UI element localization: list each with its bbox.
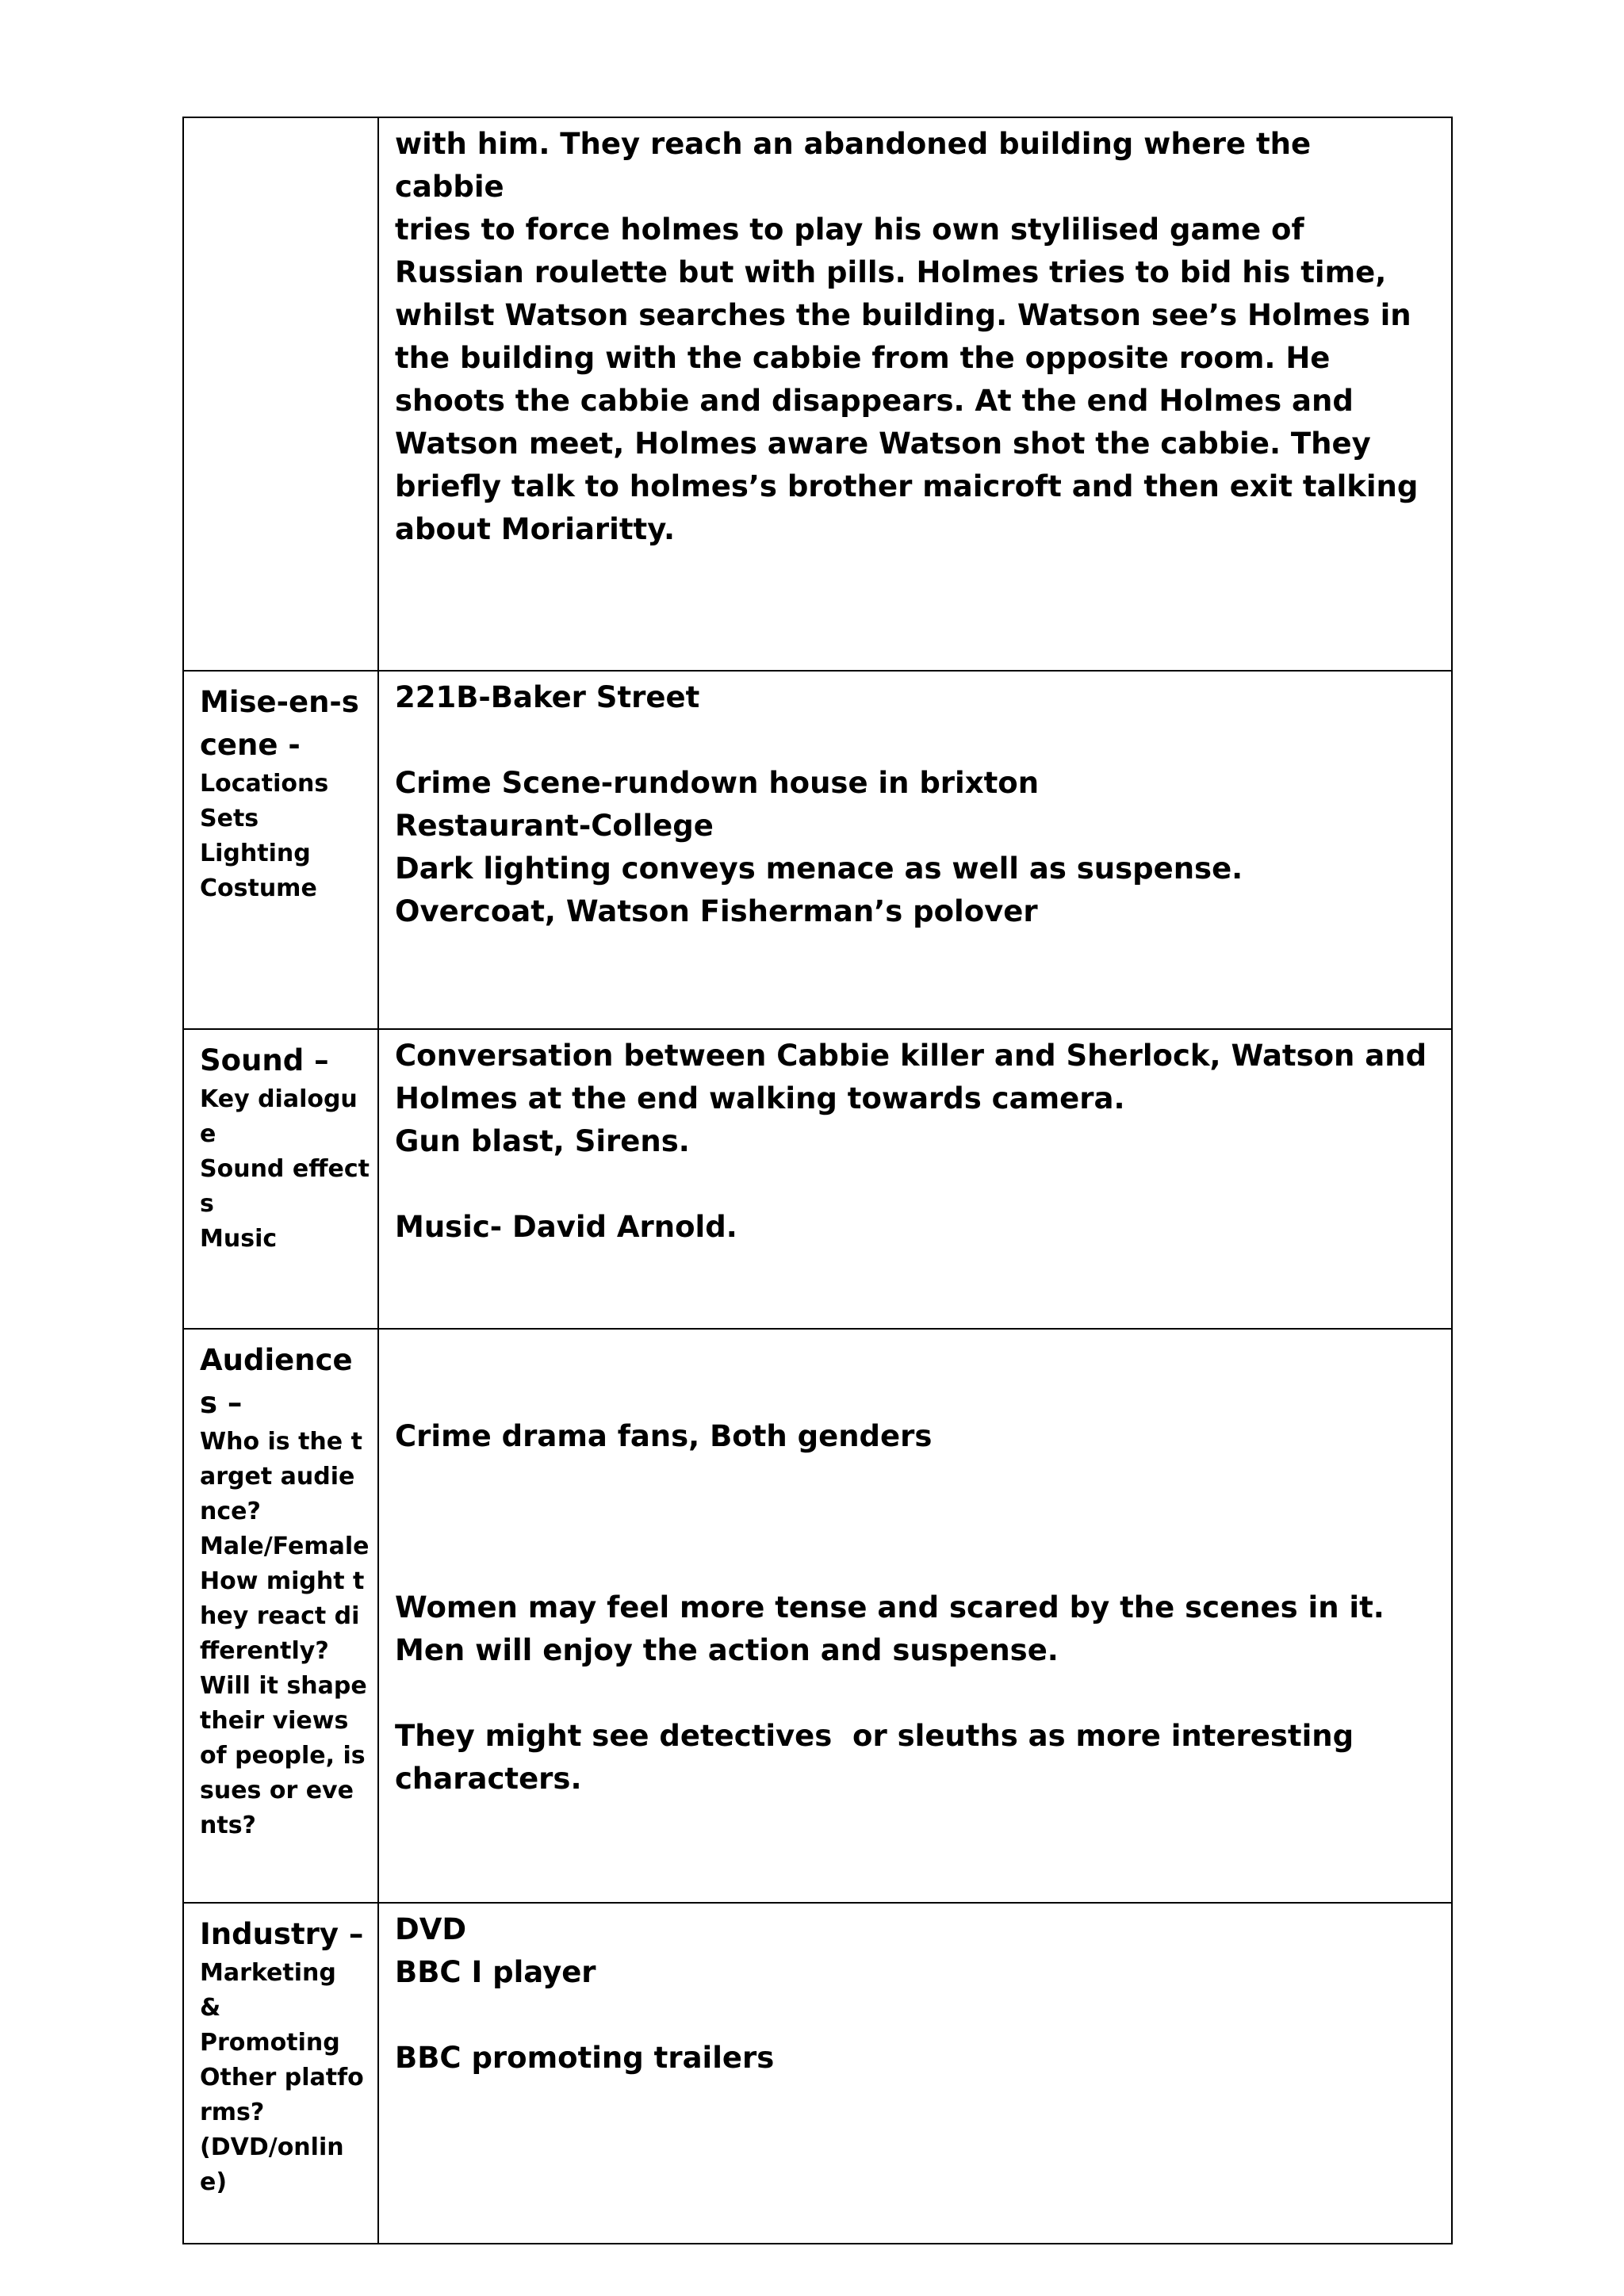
audiences-label-cell: [183, 1329, 378, 1903]
label-subitem: Who is the target audience?: [200, 1428, 362, 1525]
text-line: the building with the cabbie from the opposite room. He: [395, 341, 1331, 375]
text-line: Crime drama fans, Both genders: [395, 1419, 933, 1453]
blank-line: [395, 1163, 1427, 1206]
blank-line: [395, 1330, 1427, 1372]
text-line: tries to force holmes to play his own stylilised game of: [395, 212, 1304, 247]
text-line: about Moriaritty.: [395, 512, 675, 546]
label-subitem: Music: [200, 1225, 278, 1253]
label-subitem: Costume: [200, 874, 317, 902]
label-subitem: Marketing: [200, 1959, 336, 1987]
label-subitem: Sound effects: [200, 1155, 370, 1218]
audiences-content-cell: [378, 1329, 1452, 1903]
industry-label-cell: [183, 1903, 378, 2244]
text-line: briefly talk to holmes’s brother maicroft and then exit talking: [395, 469, 1419, 503]
blank-line: [395, 719, 1427, 762]
text-line: Crime Scene-rundown house in brixton: [395, 766, 1040, 800]
text-line: BBC promoting trailers: [395, 2041, 775, 2075]
text-line: Men will enjoy the action and suspense.: [395, 1633, 1059, 1667]
text-line: Holmes at the end walking towards camera.: [395, 1081, 1125, 1115]
label-subitem: Promoting: [200, 2029, 340, 2057]
text-line: Gun blast, Sirens.: [395, 1124, 690, 1158]
blank-line: [395, 1544, 1427, 1586]
label-subitem: &: [200, 1994, 221, 2022]
text-line: BBC I player: [395, 1955, 596, 1989]
mise-en-scene-label-cell: [183, 671, 378, 1029]
text-line: 221B-Baker Street: [395, 680, 700, 714]
industry-content-cell: [378, 1903, 1452, 2244]
label-subitem: (DVD/online): [200, 2133, 344, 2196]
audiences-heading: Audiences –: [200, 1343, 353, 1420]
label-subitem: Key dialogue: [200, 1085, 358, 1148]
label-subitem: How might they react differently?: [200, 1567, 365, 1665]
label-subitem: Sets: [200, 805, 259, 832]
text-line: shoots the cabbie and disappears. At the end Holmes and: [395, 384, 1354, 418]
text-line: with him. They reach an abandoned building where the cabbie: [395, 127, 1322, 204]
row-label-cell: [183, 117, 378, 671]
label-subitem: Other platforms?: [200, 2064, 364, 2126]
sound-heading: Sound –: [200, 1043, 329, 1077]
label-subitem: Lighting: [200, 840, 311, 867]
table-row: [183, 671, 1452, 1029]
text-line: They might see detectives or sleuths as more interesting: [395, 1719, 1354, 1753]
table-row: [183, 117, 1452, 671]
sound-content-cell: [378, 1029, 1452, 1329]
text-line: characters.: [395, 1762, 582, 1796]
label-subitem: Male/Female: [200, 1533, 370, 1560]
mise-en-scene-heading: Mise-en-scene -: [200, 685, 359, 762]
blank-line: [395, 1672, 1427, 1715]
text-line: Watson meet, Holmes aware Watson shot the cabbie. They: [395, 427, 1371, 461]
blank-line: [395, 1994, 1427, 2037]
table-row: [183, 1903, 1452, 2244]
blank-line: [395, 1372, 1427, 1415]
text-line: Russian roulette but with pills. Holmes tries to bid his time,: [395, 255, 1387, 289]
text-line: DVD: [395, 1912, 467, 1946]
table-row: [183, 1329, 1452, 1903]
industry-heading: Industry –: [200, 1917, 364, 1951]
table-row: [183, 1029, 1452, 1329]
plot-summary-cell: [378, 117, 1452, 671]
text-line: Dark lighting conveys menace as well as suspense.: [395, 851, 1243, 886]
text-line: Music- David Arnold.: [395, 1210, 737, 1244]
label-subitem: Locations: [200, 770, 329, 798]
blank-line: [395, 1501, 1427, 1544]
text-line: Conversation between Cabbie killer and Sherlock, Watson and: [395, 1039, 1427, 1073]
blank-line: [395, 1458, 1427, 1501]
sound-label-cell: [183, 1029, 378, 1329]
text-line: whilst Watson searches the building. Watson see’s Holmes in: [395, 298, 1411, 332]
analysis-table: [182, 117, 1453, 2244]
mise-en-scene-content-cell: [378, 671, 1452, 1029]
text-line: Restaurant-College: [395, 809, 714, 843]
text-line: Women may feel more tense and scared by the scenes in it.: [395, 1590, 1385, 1624]
text-line: Overcoat, Watson Fisherman’s polover: [395, 894, 1038, 928]
label-subitem: Will it shape their views of people, issues or events?: [200, 1672, 367, 1839]
